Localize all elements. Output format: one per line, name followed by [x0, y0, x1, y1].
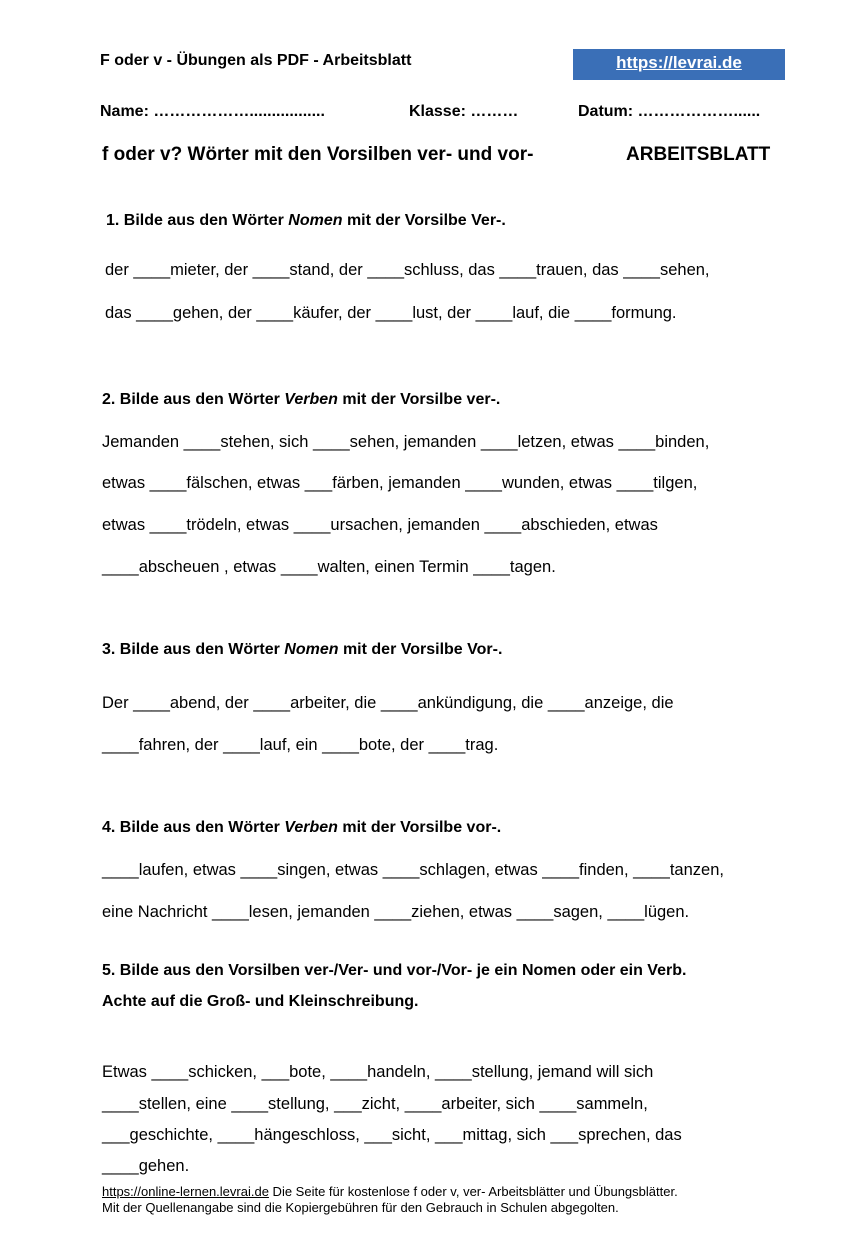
task-heading-text: 3. Bilde aus den Wörter — [102, 641, 285, 658]
task-5-subheading: Achte auf die Groß- und Kleinschreibung. — [102, 993, 419, 1010]
task-2-line-1: Jemanden ____stehen, sich ____sehen, jemanden ____letzen, etwas ____binden, — [102, 433, 710, 451]
task-3-heading — [102, 641, 502, 659]
task-heading-text: 4. Bilde aus den Wörter — [102, 819, 285, 836]
task-5-line-1: Etwas ____schicken, ___bote, ____handeln, ____stellung, jemand will sich — [102, 1063, 654, 1081]
footer-text: Die Seite für kostenlose f oder v, ver- Arbeitsblätter und Übungsblätter. — [268, 1184, 678, 1199]
task-heading-emphasis: Verben — [284, 819, 338, 836]
name-field: Name: ………………................. — [100, 103, 325, 120]
task-4-line-2: eine Nachricht ____lesen, jemanden ____ziehen, etwas ____sagen, ____lügen. — [102, 903, 690, 921]
footer-link[interactable]: https://online-lernen.levrai.de — [102, 1184, 269, 1199]
worksheet-title: F oder v - Übungen als PDF - Arbeitsblatt — [100, 52, 412, 69]
website-link-button[interactable]: https://levrai.de — [573, 49, 785, 80]
task-5-line-2: ____stellen, eine ____stellung, ___zicht, ____arbeiter, sich ____sammeln, — [102, 1095, 648, 1113]
footer-line-1 — [102, 1184, 678, 1199]
task-5-heading: 5. Bilde aus den Vorsilben ver-/Ver- und vor-/Vor- je ein Nomen oder ein Verb. — [102, 962, 687, 979]
task-heading-emphasis: Nomen — [284, 641, 339, 658]
task-heading-emphasis: Verben — [284, 391, 338, 408]
task-heading-text: mit der Vorsilbe Vor-. — [338, 641, 503, 658]
task-heading-emphasis: Nomen — [288, 212, 343, 229]
worksheet-subtitle: f oder v? Wörter mit den Vorsilben ver- und vor- — [102, 144, 534, 165]
task-3-line-1: Der ____abend, der ____arbeiter, die ____ankündigung, die ____anzeige, die — [102, 694, 674, 712]
task-heading-text: mit der Vorsilbe vor-. — [337, 819, 502, 836]
worksheet-label: ARBEITSBLATT — [626, 144, 771, 165]
task-3-line-2: ____fahren, der ____lauf, ein ____bote, der ____trag. — [102, 736, 499, 754]
task-5-line-3: ___geschichte, ____hängeschloss, ___sicht, ___mittag, sich ___sprechen, das — [102, 1126, 682, 1144]
task-2-heading — [102, 391, 500, 409]
task-4-line-1: ____laufen, etwas ____singen, etwas ____schlagen, etwas ____finden, ____tanzen, — [102, 861, 724, 879]
task-1-line-1: der ____mieter, der ____stand, der ____schluss, das ____trauen, das ____sehen, — [105, 261, 710, 279]
task-2-line-3: etwas ____trödeln, etwas ____ursachen, jemanden ____abschieden, etwas — [102, 516, 658, 534]
task-heading-text: mit der Vorsilbe Ver-. — [342, 212, 506, 229]
task-heading-text: mit der Vorsilbe ver-. — [337, 391, 501, 408]
task-1-line-2: das ____gehen, der ____käufer, der ____lust, der ____lauf, die ____formung. — [105, 304, 677, 322]
task-1-heading — [106, 212, 506, 230]
footer-line-2: Mit der Quellenangabe sind die Kopiergebühren für den Gebrauch in Schulen abgegolten. — [102, 1200, 619, 1215]
class-field: Klasse: ……… — [409, 103, 519, 120]
task-2-line-4: ____abscheuen , etwas ____walten, einen Termin ____tagen. — [102, 558, 556, 576]
task-heading-text: 1. Bilde aus den Wörter — [106, 212, 289, 229]
task-5-line-4: ____gehen. — [102, 1157, 190, 1175]
task-4-heading — [102, 819, 501, 837]
task-heading-text: 2. Bilde aus den Wörter — [102, 391, 285, 408]
task-2-line-2: etwas ____fälschen, etwas ___färben, jemanden ____wunden, etwas ____tilgen, — [102, 474, 698, 492]
date-field: Datum: ………………...... — [578, 103, 761, 120]
